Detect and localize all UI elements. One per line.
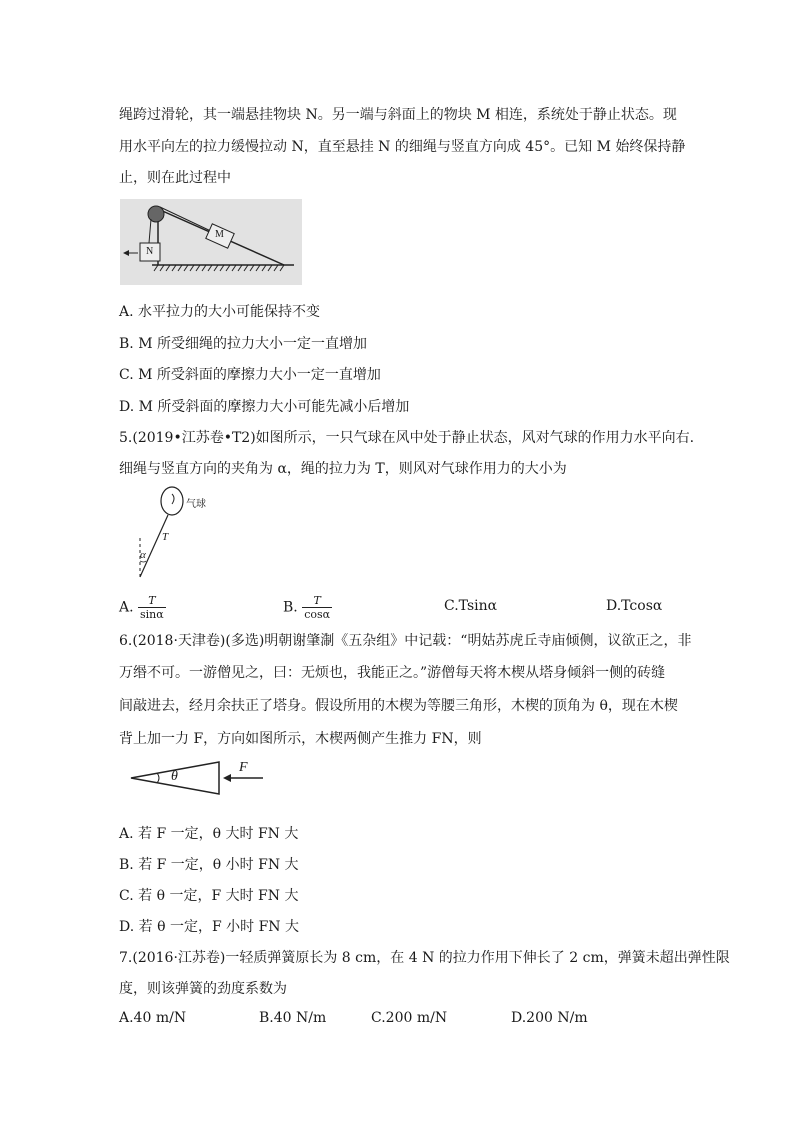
q5-figure-label-tension: T xyxy=(162,531,169,543)
q7-line-2: 度，则该弹簧的劲度系数为 xyxy=(119,981,287,997)
q5-figure-label-angle: α xyxy=(140,549,146,561)
q5-option-c: C.Tsinα xyxy=(444,598,498,614)
q4-option-c: C. M 所受斜面的摩擦力大小一定一直增加 xyxy=(119,367,381,383)
q6-option-c: C. 若 θ 一定，F 大时 FN 大 xyxy=(119,888,299,904)
q5-line-1: 5.(2019•江苏卷•T2)如图所示，一只气球在风中处于静止状态，风对气球的作用力水平向右. xyxy=(119,430,695,446)
q7-option-d: D.200 N/m xyxy=(511,1010,588,1026)
q7-option-a: A.40 m/N xyxy=(119,1010,187,1026)
q4-intro-line-2: 用水平向左的拉力缓慢拉动 N，直至悬挂 N 的细绳与竖直方向成 45°。已知 M 始终保持静 xyxy=(119,139,686,155)
q5-option-b-fraction xyxy=(302,594,332,621)
q4-figure-label-m: M xyxy=(215,229,224,240)
q5-option-b xyxy=(283,594,332,621)
q6-option-d: D. 若 θ 一定，F 小时 FN 大 xyxy=(119,919,299,935)
q5-option-a-denominator: sinα xyxy=(140,608,164,621)
q6-line-1: 6.(2018·天津卷)(多选)明朝谢肇淛《五杂组》中记载：“明姑苏虎丘寺庙倾侧，议欲正之，非 xyxy=(119,633,692,649)
q5-option-a-numerator: T xyxy=(138,594,166,608)
q4-figure-label-n: N xyxy=(146,246,154,257)
q6-figure-label-force: F xyxy=(239,760,248,775)
q7-option-c: C.200 m/N xyxy=(371,1010,448,1026)
q6-option-a: A. 若 F 一定，θ 大时 FN 大 xyxy=(119,826,299,842)
q5-option-a xyxy=(119,594,166,621)
q5-figure-label-balloon: 气球 xyxy=(186,499,206,510)
q4-intro-line-3: 止，则在此过程中 xyxy=(119,170,231,186)
q6-line-3: 间敲进去，经月余扶正了塔身。假设所用的木楔为等腰三角形，木楔的顶角为 θ，现在木楔 xyxy=(119,698,678,714)
q6-figure-label-theta: θ xyxy=(171,769,178,784)
q6-line-2: 万缗不可。一游僧见之，曰：无烦也，我能正之。”游僧每天将木楔从塔身倾斜一侧的砖缝 xyxy=(119,665,666,681)
q5-line-2: 细绳与竖直方向的夹角为 α，绳的拉力为 T，则风对气球作用力的大小为 xyxy=(119,461,567,477)
q7-line-1: 7.(2016·江苏卷)一轻质弹簧原长为 8 cm，在 4 N 的拉力作用下伸长了 2 cm，弹簧未超出弹性限 xyxy=(119,950,730,966)
q5-option-b-numerator: T xyxy=(302,594,332,608)
q7-option-b: B.40 N/m xyxy=(259,1010,327,1026)
q5-balloon-figure xyxy=(128,483,228,583)
q4-intro-line-1: 绳跨过滑轮，其一端悬挂物块 N。另一端与斜面上的物块 M 相连，系统处于静止状态。现 xyxy=(119,107,677,123)
q4-option-d: D. M 所受斜面的摩擦力大小可能先减小后增加 xyxy=(119,399,410,415)
q5-option-b-prefix: B. xyxy=(283,599,298,616)
q6-line-4: 背上加一力 F，方向如图所示，木楔两侧产生推力 FN，则 xyxy=(119,731,482,747)
q6-option-b: B. 若 F 一定，θ 小时 FN 大 xyxy=(119,857,299,873)
q6-wedge-figure xyxy=(127,758,277,798)
q5-option-a-prefix: A. xyxy=(119,599,134,616)
q5-option-d: D.Tcosα xyxy=(606,598,663,614)
q4-option-a: A. 水平拉力的大小可能保持不变 xyxy=(119,304,321,320)
q5-option-a-fraction xyxy=(138,594,166,621)
q4-incline-figure xyxy=(120,199,302,285)
q5-option-b-denominator: cosα xyxy=(304,608,331,621)
q4-option-b: B. M 所受细绳的拉力大小一定一直增加 xyxy=(119,336,367,352)
